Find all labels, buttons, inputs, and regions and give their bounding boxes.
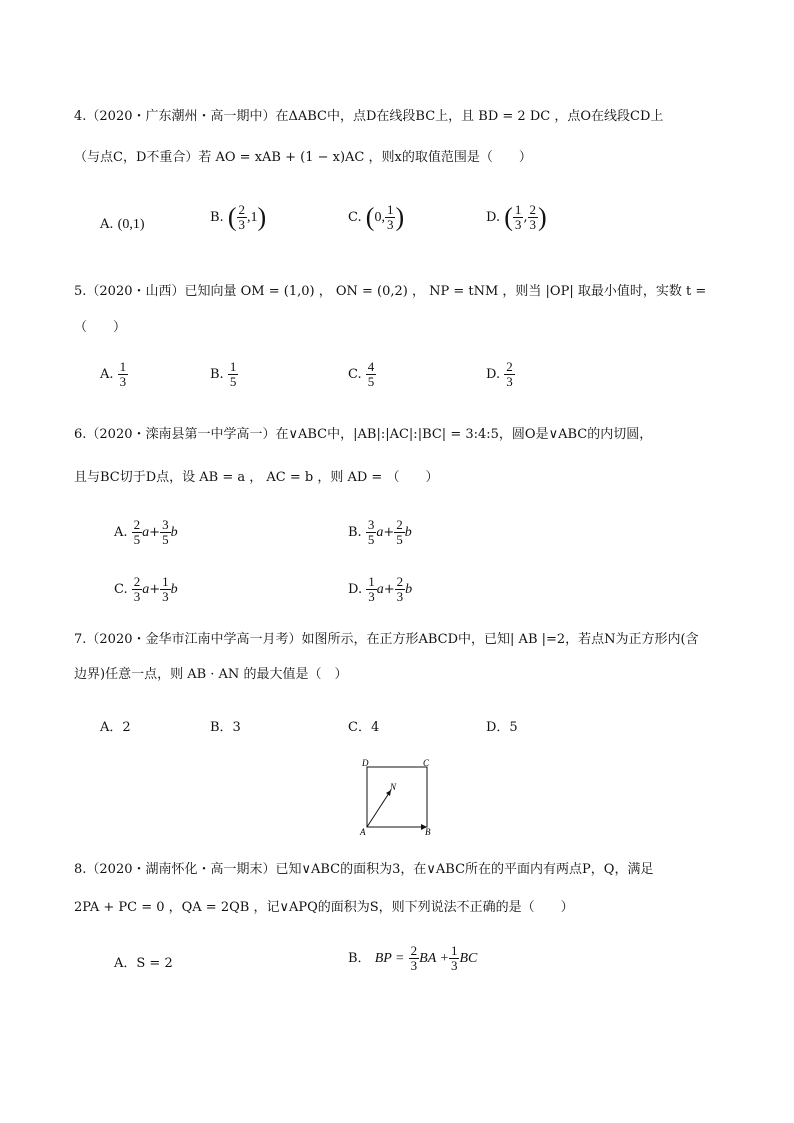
label-a: A <box>360 827 366 837</box>
q5-option-c: C. $\frac{4}{5}$ <box>348 359 375 389</box>
q8-line1: 8.（2020・湖南怀化・高一期末）已知∨ABC的面积为3，在∨ABC所在的平面内有两点P，Q，满足 <box>74 862 654 877</box>
label-b: B <box>425 827 431 837</box>
q5-option-a: A. $\frac{1}{3}$ <box>100 359 127 389</box>
vector-an <box>367 790 391 827</box>
q7-line2: 边界)任意一点，则 AB · AN 的最大值是（ ） <box>74 667 348 682</box>
q5-option-d: D. $\frac{2}{3}$ <box>486 359 513 389</box>
q5-line2: （ ） <box>74 320 127 335</box>
label-n: N <box>390 782 397 792</box>
q6-option-c: C. $\frac{2}{3}$ a+ $\frac{1}{3}$ b <box>114 574 178 604</box>
q7-option-d: D．5 <box>486 720 518 735</box>
q8-line2: 2PA + PC = 0 ，QA = 2QB ，记∨APQ的面积为S，则下列说法不正确的是（ ） <box>74 900 574 915</box>
q5-option-b: B. $\frac{1}{5}$ <box>210 359 237 389</box>
label-c: C <box>423 758 430 768</box>
q6-line1: 6.（2020・滦南县第一中学高一）在∨ABC中，|AB|:|AC|:|BC| = 3:4:5，圆O是∨ABC的内切圆， <box>74 427 653 442</box>
q6-option-b: B. $\frac{3}{5}$ a+ $\frac{2}{5}$ b <box>348 517 412 547</box>
q7-option-a: A．2 <box>100 720 131 735</box>
q7-option-c: C．4 <box>348 720 380 735</box>
q4-option-a: A. (0,1) <box>100 217 145 232</box>
q4-line1: 4.（2020・广东潮州・高一期中）在ΔABC中，点D在线段BC上，且 BD = 2 DC ，点O在线段CD上 <box>74 109 664 124</box>
q8-option-a: A．S = 2 <box>114 956 173 971</box>
q4-line2: （与点C，D不重合）若 AO = xAB + (1 − x)AC ，则x的取值范围是（ ） <box>74 150 532 165</box>
q7-line1: 7.（2020・金华市江南中学高一月考）如图所示，在正方形ABCD中，已知| AB |=2，若点N为正方形内(含 <box>74 632 699 647</box>
q8-option-b: B． BP = $\frac{2}{3}$ BA + $\frac{1}{3}$ BC <box>348 943 478 973</box>
q6-option-d: D. $\frac{1}{3}$ a+ $\frac{2}{3}$ b <box>348 574 413 604</box>
q7-option-b: B．3 <box>210 720 241 735</box>
q4-option-c: C. (0, $\frac{1}{3}$ ) <box>348 202 405 232</box>
square-outline <box>367 767 427 827</box>
q4-option-d: D. ( $\frac{1}{3}$ , $\frac{2}{3}$ ) <box>486 202 547 232</box>
q6-line2: 且与BC切于D点，设 AB = a ， AC = b ，则 AD = （ ） <box>74 470 439 485</box>
q4-option-b: B. ( $\frac{2}{3}$ ,1) <box>210 202 267 232</box>
label-d: D <box>362 758 369 768</box>
square-figure <box>355 757 440 837</box>
q5-line1: 5.（2020・山西）已知向量 OM = (1,0) ， ON = (0,2) ， NP = tNM ，则当 |OP| 取最小值时，实数 t = <box>74 284 707 299</box>
q6-option-a: A. $\frac{2}{5}$ a+ $\frac{3}{5}$ b <box>114 517 178 547</box>
